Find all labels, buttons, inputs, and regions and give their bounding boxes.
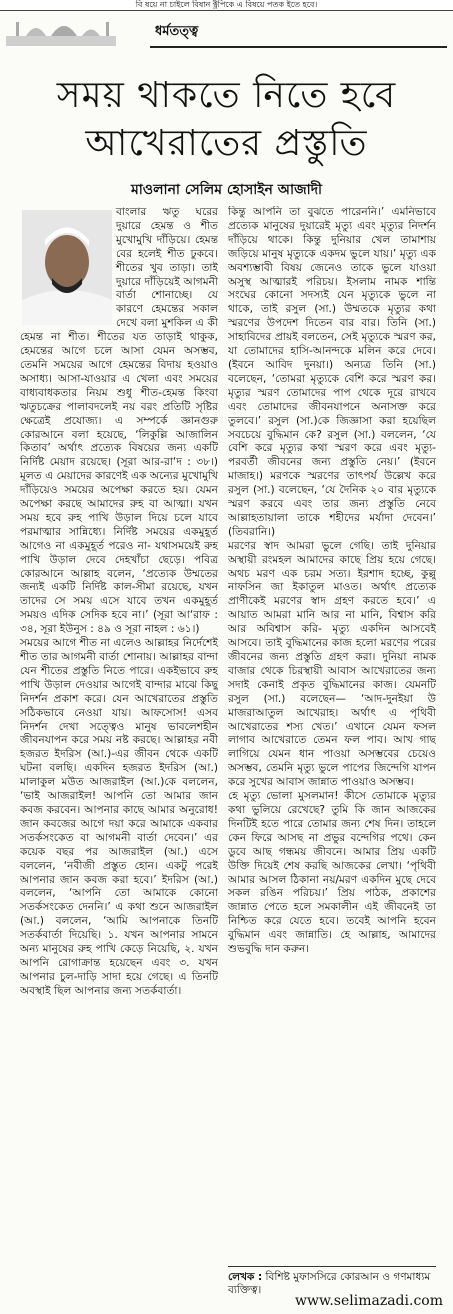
headline-line-2: আখেরাতের প্রস্তুতি — [85, 123, 368, 164]
author-photo — [22, 210, 112, 325]
website-link[interactable]: www.selimazadi.com — [295, 1293, 443, 1309]
article-paragraph: কিন্তু আপনি তা বুঝতে পারেননি।’ এমনিভাবে প্রত্যেক মানুষের দুয়ারেই মৃত্যু এবং মৃত্যুর নিদর্শন দাঁড়িয়ে থাকে। কিন্তু দুনিয়ার খেল তামাশায় জড়িয়ে মানুষ মৃত্যুকে একদম ভুলে যায়।’ মৃত্যু এক অবশ্যম্ভাবী বিষয় জেনেও তাকে ভুলে যাওয়া অসুস্থ আত্মারই পরিচয়। ইসলাম নামক শান্তি সংঘের কোনো সদস্যই যেন মৃত্যুকে ভুলে না থাকে, তাই রসুল (সা.) উম্মতকে মৃত্যুর কথা স্মরণের উপদেশ দিতেন বার বার। তিনি (সা.) সাহাবিদের প্রায়ই বলতেন, সেই মৃত্যুকে স্মরণ কর, যা তোমাদের হাসি-আনন্দকে মলিন করে দেবে। (ইবনে আবিদ দুনয়া।) অন্যত্র তিনি (সা.) বলেছেন, ‘তোমরা মৃত্যুকে বেশি করে স্মরণ কর। মৃত্যুর স্মরণ তোমাদের পাপ থেকে দূরে রাখবে এবং তোমাদের জীবনযাপনে অনাসক্ত করে তুলবে।’ রসুল (সা.)কে জিজ্ঞাসা করা হয়েছিল সবচেয়ে বুদ্ধিমান কে? রসুল (সা.) বললেন, ‘যে বেশি করে মৃত্যুর কথা স্মরণ করে এবং মৃত্যু-পরবর্তী জীবনের জন্য প্রস্তুতি নেয়।’ (ইবনে মাজাহ।) মরণকে স্মরণের তাৎপর্য উল্লেখ করে রসুল (সা.) বলেছেন, ‘যে দৈনিক ২০ বার মৃত্যুকে স্মরণ করবে এবং তার জন্য প্রস্তুতি নেবে আল্লাহতায়ালা তাকে শহীদের মর্যাদা দেবেন।’ (তিবরানি।) — [228, 206, 436, 538]
article-paragraph: হে মৃত্যু ভোলা মুসলমান! কীসে তোমাকে মৃত্যুর কথা ভুলিয়ে রেখেছে? তুমি কি জান আজকের দিনটিই হতে পারে তোমার জন্য শেষ দিন। তাহলে কেন ফিরে আসছ না প্রভুর বন্দেগির পথে। কেন ডুবে আছ গন্ধময় জীবনে। আমার প্রিয় একটি উক্তি দিয়েই শেষ করছি আজকের লেখা। ‘পৃথিবী আমার আসল ঠিকানা নয়/মরণ একদিন মুছে দেবে সকল রঙিন পরিচয়।’ প্রিয় পাঠক, প্রকাশের জান্নাত পেতে হলে সমকালীন এই জীবনেই তা নিশ্চিত করে যেতে হবে। তবেই আপনি হবেন বুদ্ধিমান এবং জান্নাতি। হে আল্লাহ, আমাদের শুভবুদ্ধি দান করুন। — [228, 790, 436, 956]
mosque-ornament-icon — [6, 14, 116, 46]
byline: মাওলানা সেলিম হোসাইন আজাদী — [130, 182, 323, 198]
article-paragraph: মরণের স্বাদ আমরা ভুলে গেছি। তাই দুনিয়ার অস্থায়ী রংমহল আমাদের কাছে প্রিয় হয়ে গেছে। অথচ মরণ এক চরম সত্য। ইরশাদ হচ্ছে, কুল্লু নাফসিন জা ইকাতুল মাওত। অর্থাৎ প্রত্যেক প্রাণীকেই মরণের স্বাদ গ্রহণ করতে হবে।’ এ আয়াত আমরা মানি আর না মানি, বিশ্বাস করি আর অবিশ্বাস করি- মৃত্যু একদিন আসবেই আসবে। তাই বুদ্ধিমানের কাজ হলো মরণের পরের জীবনের জন্য প্রস্তুতি গ্রহণ করা। দুনিয়া নামক বাজার থেকে চিরস্থায়ী আবাস আখেরাতের জন্য সদাই কেনাই প্রকৃত বুদ্ধিমানের কাজ। যেমনটি রসুল (সা.) বলেছেন— ‘আদ-দুনইয়া উ মাজরাআতুল আখেরাহ। অর্থাৎ এ পৃথিবী আখেরাতের শস্য খেত।’ এখানে যেমন ফসল লাগাব আখেরাতে তেমন ফল পাব। আখ গাছ লাগিয়ে যেমন ধান পাওয়া অসম্ভবের চেয়েও অসম্ভব, তেমনি মৃত্যু ভুলে পাপের জিন্দেগি যাপন করে সুখের আবাস জান্নাত পাওয়াও অসম্ভব। — [228, 539, 436, 789]
article-paragraph: সময়ের আগে শীত না এলেও আল্লাহর নির্দেশেই শীত তার আগমনী বার্তা শোনায়। আল্লাহর বান্দা যেন শীতের প্রস্তুতি নিতে পারে। একইভাবে রুহ পাখি উড়াল দেওয়ার আগেই বান্দার মাঝে কিছু নিদর্শন প্রকাশ করে। যেন আখেরাতের প্রস্তুতি সঠিকভাবে নেওয়া যায়। আফসোস! এসব নিদর্শন দেখা সত্ত্বেও মানুষ ভাবলেশহীন জীবনযাপন করে সময় নষ্ট করছে। আল্লাহর নবী হজরত ইদরিস (আ.)-এর জীবন থেকে একটি ঘটনা বলছি। একদিন হজরত ইদরিস (আ.) মালাকুল মউত আজরাইল (আ.)কে বললেন, ‘ভাই আজরাইল! আপনি তো আমার জান কবজ করবেন। আপনার কাছে আমার অনুরোধ! জান কবজের আগে দয়া করে আমাকে একবার সতর্কসংকেত বা আগমনী বার্তা দেবেন।’ এর কয়েক বছর পর আজরাইল (আ.) এসে বললেন, ‘নবীজী প্রস্তুত হোন। একটু পরেই আপনার জান কবজ করা হবে।’ ইদরিস (আ.) বললেন, ‘আপনি তো আমাকে কোনো সতর্কসংকেত দেননি।’ এ কথা শুনে আজরাইল (আ.) বললেন, ‘আমি আপনাকে তিনটি সতর্কবার্তা দিয়েছি। ১. যখন আপনার সামনে অন্য মানুষের রুহ পাখি কেড়ে নিয়েছি, ২. যখন আপনি রোগাক্রান্ত হয়েছেন এবং ৩. যখন আপনার চুল-দাড়ি সাদা হয়ে গেছে। এ তিনটি অবস্থাই ছিল আপনার জন্য সতর্কবার্তা। — [20, 637, 218, 997]
article-column-right — [228, 206, 436, 1296]
headline — [20, 72, 433, 168]
section-header — [0, 12, 453, 48]
top-strip-text: বি ষয়ে না চাইলে বিষান ক্ট্রপিকে এ বিষয়ে পতক ইতে হবে। — [0, 0, 453, 11]
section-label: ধর্মতত্ত্ব — [155, 24, 199, 39]
header-divider — [150, 46, 447, 48]
article-paragraph: বাংলার ঋতু ঘরের দুয়ারে হেমন্ত ও শীত মুখোমুখি দাঁড়িয়ে। হেমন্ত বের হলেই শীত ঢুকবে। শীতের খুব তাড়া। তাই দুয়ারে দাঁড়িয়েই আগমনী বার্তা শোনাচ্ছে। যে কারণে হেমন্তের সকাল দেখে বলা মুশকিল এ কী হেমন্ত না শীত। শীতের যত তাড়াই থাকুক, হেমন্তের আগে চলে আসা যেমন অসম্ভব, তেমনি সময়ের আগে হেমন্তের বিদায় হওয়াও অসাধ্য। আসা-যাওয়ার এ খেলা এবং সময়ের বাধ্যবাধকতার নিয়ম শুধু শীত-হেমন্ত কিংবা ঋতুচক্রের পালাবদলেই নয় বরং প্রতিটি সৃষ্টির ক্ষেত্রেই প্রযোজ্য। এ সম্পর্কে জ্ঞানগুরু কোরআনে বলা হয়েছে, ‘লিকুল্লি আজালিন কিতাব’ অর্থাৎ প্রত্যেক বিষয়ের জন্য একটি নির্দিষ্ট মেয়াদ রয়েছে। (সূরা আর-রা‘দ : ৩৮।) মূলত এ মেয়াদের কারণেই এক অন্যের মুখোমুখি দাঁড়িয়েও সময়ের অপেক্ষা করতে হয়। যেমন অপেক্ষা করছে আমাদের রুহ বা আত্মা। যখন সময় হবে রুহ পাখি উড়াল দিয়ে চলে যাবে পরমাত্মার সান্নিধ্যে। নির্দিষ্ট সময়ের একমুহূর্ত আগেও না একমুহূর্ত পরেও না- যথাসময়েই রুহ পাখি উড়াল দেবে দেহখাঁচা ছেড়ে। পবিত্র কোরআনে আল্লাহ বলেন, ‘প্রত্যেক উম্মতের জন্যই একটি নির্দিষ্ট কাল-সীমা রয়েছে, যখন তাদের সে সময় এসে যাবে তখন একমুহূর্ত সময়ও এদিক সেদিক হবে না।’ (সূরা আ‘রাফ : ৩৪, সূরা ইউনুস : ৪৯ ও সূরা নাহল : ৬১।) — [20, 206, 218, 636]
headline-line-1: সময় থাকতে নিতে হবে — [56, 75, 397, 116]
article-column-left — [20, 206, 218, 1296]
author-note-text: বিশিষ্ট মুফাসসিরে কোরআন ও গণমাধ্যম ব্যক্তিত্ব। — [228, 1271, 431, 1296]
author-note-label: লেখক : — [228, 1271, 263, 1283]
